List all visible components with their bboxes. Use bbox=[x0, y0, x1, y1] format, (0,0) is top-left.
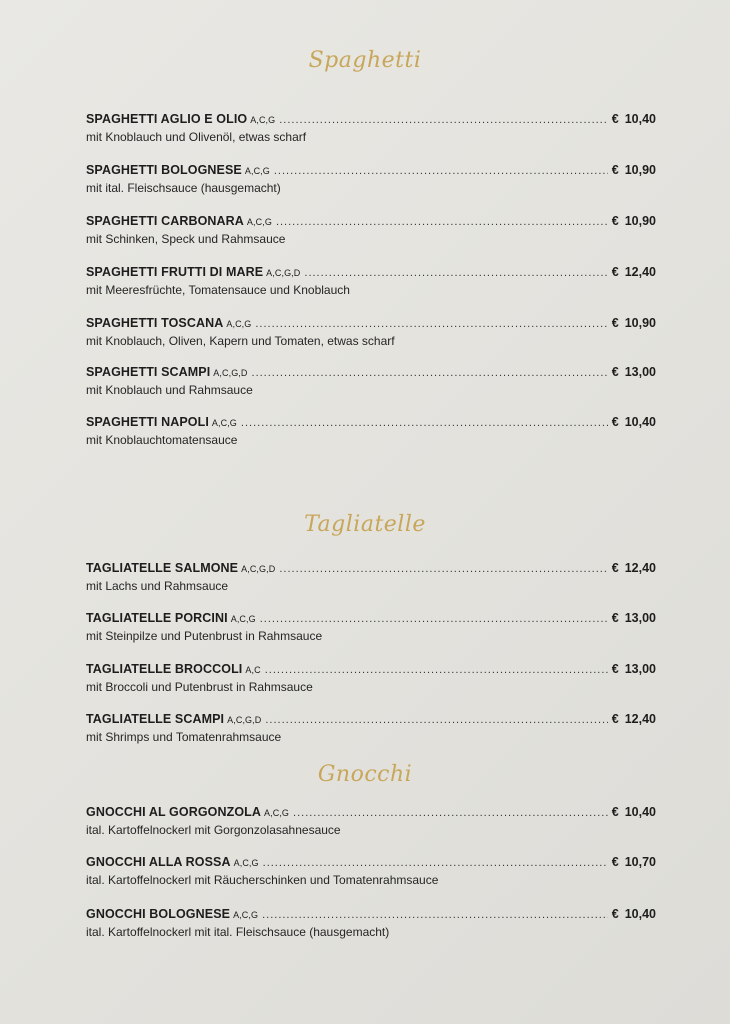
menu-item bbox=[86, 805, 656, 837]
dot-leader bbox=[293, 807, 608, 819]
item-name: GNOCCHI BOLOGNESE A,C,G bbox=[86, 907, 259, 921]
item-price: € 10,90 bbox=[611, 163, 656, 177]
item-description: mit Schinken, Speck und Rahmsauce bbox=[86, 232, 286, 246]
item-price: € 13,00 bbox=[611, 365, 656, 379]
item-description: mit Knoblauch und Olivenöl, etwas scharf bbox=[86, 130, 307, 144]
item-price: € 13,00 bbox=[611, 662, 656, 676]
dot-leader bbox=[265, 714, 607, 726]
item-name: TAGLIATELLE BROCCOLI A,C bbox=[86, 662, 261, 676]
dot-leader bbox=[276, 216, 608, 228]
section-title-gnocchi: Gnocchi bbox=[317, 762, 413, 787]
item-name: SPAGHETTI CARBONARA A,C,G bbox=[86, 214, 272, 228]
menu-item bbox=[86, 611, 656, 643]
menu-item bbox=[86, 214, 656, 246]
item-description: mit Broccoli und Putenbrust in Rahmsauce bbox=[86, 680, 313, 694]
menu-item bbox=[86, 907, 656, 939]
menu-item bbox=[86, 365, 656, 397]
dot-leader bbox=[262, 909, 608, 921]
item-allergens: A,C,G bbox=[211, 418, 237, 428]
section-title-tagliatelle: Tagliatelle bbox=[304, 512, 426, 537]
item-price: € 10,40 bbox=[611, 907, 656, 921]
item-price: € 12,40 bbox=[611, 561, 656, 575]
item-description: mit Shrimps und Tomatenrahmsauce bbox=[86, 730, 282, 744]
dot-leader bbox=[252, 367, 608, 379]
section-title-spaghetti: Spaghetti bbox=[308, 48, 422, 73]
dot-leader bbox=[263, 857, 608, 869]
menu-item bbox=[86, 265, 656, 297]
item-allergens: A,C,G bbox=[250, 115, 276, 125]
item-price: € 10,40 bbox=[611, 415, 656, 429]
menu-item bbox=[86, 316, 656, 348]
item-description: mit Knoblauchtomatensauce bbox=[86, 433, 238, 447]
item-price: € 13,00 bbox=[611, 611, 656, 625]
item-name: GNOCCHI AL GORGONZOLA A,C,G bbox=[86, 805, 290, 819]
item-name: GNOCCHI ALLA ROSSA A,C,G bbox=[86, 855, 259, 869]
menu-item bbox=[86, 662, 656, 694]
item-name: TAGLIATELLE SCAMPI A,C,G,D bbox=[86, 712, 262, 726]
item-description: ital. Kartoffelnockerl mit Räucherschinken und Tomatenrahmsauce bbox=[86, 873, 439, 887]
dot-leader bbox=[279, 563, 607, 575]
item-description: mit ital. Fleischsauce (hausgemacht) bbox=[86, 181, 281, 195]
item-allergens: A,C,G,D bbox=[227, 715, 262, 725]
item-name: SPAGHETTI SCAMPI A,C,G,D bbox=[86, 365, 248, 379]
item-description: mit Knoblauch, Oliven, Kapern und Tomaten, etwas scharf bbox=[86, 334, 395, 348]
menu-item bbox=[86, 415, 656, 447]
item-allergens: A,C,G bbox=[230, 614, 256, 624]
item-allergens: A,C,G bbox=[264, 808, 290, 818]
item-description: mit Steinpilze und Putenbrust in Rahmsauce bbox=[86, 629, 323, 643]
item-allergens: A,C,G bbox=[233, 858, 259, 868]
dot-leader bbox=[255, 318, 607, 330]
item-allergens: A,C,G bbox=[244, 166, 270, 176]
item-allergens: A,C,G,D bbox=[266, 268, 301, 278]
dot-leader bbox=[265, 664, 608, 676]
item-name: SPAGHETTI BOLOGNESE A,C,G bbox=[86, 163, 270, 177]
item-allergens: A,C,G bbox=[226, 319, 252, 329]
dot-leader bbox=[304, 267, 607, 279]
item-allergens: A,C,G bbox=[233, 910, 259, 920]
item-description: ital. Kartoffelnockerl mit Gorgonzolasahnesauce bbox=[86, 823, 341, 837]
item-allergens: A,C,G,D bbox=[241, 564, 276, 574]
menu-item bbox=[86, 855, 656, 887]
item-price: € 12,40 bbox=[611, 712, 656, 726]
item-name: TAGLIATELLE SALMONE A,C,G,D bbox=[86, 561, 276, 575]
item-name: SPAGHETTI AGLIO E OLIO A,C,G bbox=[86, 112, 276, 126]
item-price: € 10,90 bbox=[611, 214, 656, 228]
item-name: SPAGHETTI NAPOLI A,C,G bbox=[86, 415, 237, 429]
dot-leader bbox=[274, 165, 608, 177]
item-allergens: A,C bbox=[245, 665, 261, 675]
item-name: SPAGHETTI FRUTTI DI MARE A,C,G,D bbox=[86, 265, 301, 279]
item-price: € 10,70 bbox=[611, 855, 656, 869]
item-description: ital. Kartoffelnockerl mit ital. Fleischsauce (hausgemacht) bbox=[86, 925, 390, 939]
item-price: € 10,90 bbox=[611, 316, 656, 330]
item-description: mit Knoblauch und Rahmsauce bbox=[86, 383, 253, 397]
item-name: TAGLIATELLE PORCINI A,C,G bbox=[86, 611, 256, 625]
item-price: € 12,40 bbox=[611, 265, 656, 279]
menu-item bbox=[86, 163, 656, 195]
item-allergens: A,C,G,D bbox=[213, 368, 248, 378]
dot-leader bbox=[260, 613, 608, 625]
item-name: SPAGHETTI TOSCANA A,C,G bbox=[86, 316, 252, 330]
item-description: mit Meeresfrüchte, Tomatensauce und Knoblauch bbox=[86, 283, 350, 297]
dot-leader bbox=[279, 114, 608, 126]
menu-item bbox=[86, 112, 656, 144]
item-price: € 10,40 bbox=[611, 112, 656, 126]
item-description: mit Lachs und Rahmsauce bbox=[86, 579, 229, 593]
menu-item bbox=[86, 712, 656, 744]
menu-item bbox=[86, 561, 656, 593]
item-allergens: A,C,G bbox=[246, 217, 272, 227]
item-price: € 10,40 bbox=[611, 805, 656, 819]
dot-leader bbox=[241, 417, 608, 429]
